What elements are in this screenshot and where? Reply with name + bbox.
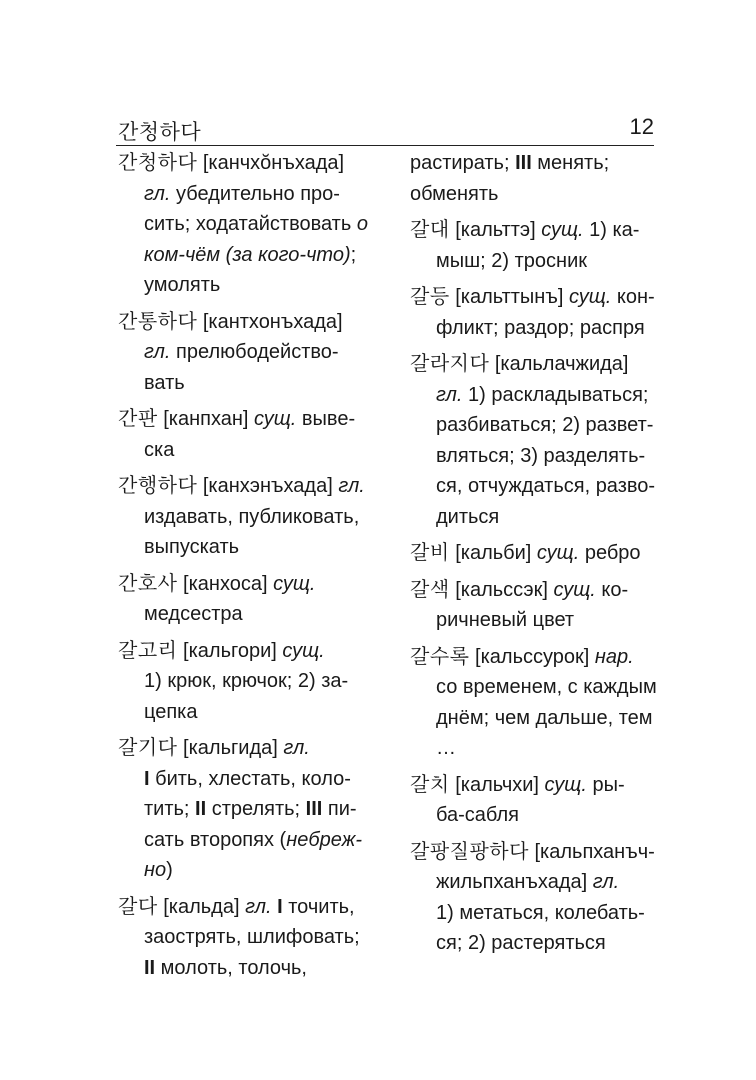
definition-text: убедительно про- xyxy=(170,182,340,205)
definition-text: [кальби] xyxy=(449,542,537,564)
definition-text: ребро xyxy=(579,542,641,564)
definition-text: бить, хлестать, коло- xyxy=(149,767,351,790)
definition-text: стрелять; xyxy=(206,798,306,820)
definition-text: 1) раскладываться; xyxy=(462,383,649,406)
headword: 갈치 xyxy=(410,773,450,796)
sense-numeral: III xyxy=(305,798,323,820)
definition-line xyxy=(410,703,672,734)
definition-line xyxy=(410,246,672,277)
definition-line xyxy=(118,209,380,240)
italic-label: небреж- xyxy=(286,828,363,851)
italic-label: ком-чём (за кого-что) xyxy=(144,243,351,266)
dictionary-entry-line xyxy=(410,282,672,313)
italic-label: сущ. xyxy=(544,773,587,796)
italic-label: гл. xyxy=(283,737,310,759)
definition-line xyxy=(410,800,672,831)
definition-line xyxy=(118,532,380,563)
dictionary-entry-line xyxy=(410,215,672,246)
headword: 갈고리 xyxy=(118,639,178,662)
definition-line xyxy=(410,380,672,411)
definition-text: менять; xyxy=(531,152,610,174)
definition-text: [канчхŏнъхада] xyxy=(197,152,345,174)
italic-label: сущ. xyxy=(541,219,584,241)
italic-label: сущ. xyxy=(254,408,297,430)
definition-text: ко- xyxy=(595,578,629,601)
italic-label: гл. xyxy=(144,341,171,363)
definition-text: выпускать xyxy=(144,536,240,558)
definition-text: ся, отчуждаться, разво- xyxy=(436,475,656,497)
definition-line xyxy=(118,337,380,368)
definition-text: [кальгида] xyxy=(177,737,284,759)
sense-numeral: I xyxy=(277,895,283,918)
definition-line xyxy=(410,502,672,533)
definition-text: [кантхонъхада] xyxy=(197,310,343,333)
definition-line xyxy=(118,502,380,533)
dictionary-entry-line xyxy=(118,569,380,600)
definition-text: ся; 2) растеряться xyxy=(436,932,606,954)
italic-label: гл. xyxy=(245,895,272,918)
definition-line xyxy=(118,825,380,856)
definition-text: [кальгори] xyxy=(177,639,283,662)
definition-text: пи- xyxy=(322,798,357,820)
dictionary-entry-line xyxy=(118,404,380,435)
italic-label: гл. xyxy=(338,475,365,497)
definition-line xyxy=(118,855,380,886)
italic-label: о xyxy=(356,213,368,235)
dictionary-entry-line xyxy=(118,471,380,502)
italic-label: но xyxy=(144,859,167,881)
header-rule xyxy=(116,145,654,146)
definition-text: издавать, публиковать, xyxy=(144,505,360,528)
definition-text: [кальда] xyxy=(157,895,246,918)
sense-numeral: I xyxy=(144,767,150,790)
definition-text: ; xyxy=(350,243,357,266)
dictionary-entry-line xyxy=(410,575,672,606)
definition-text: прелюбодейство- xyxy=(170,341,339,363)
italic-label: сущ. xyxy=(273,572,316,595)
sense-numeral: III xyxy=(515,152,532,174)
definition-text: ры- xyxy=(586,773,625,796)
definition-text: 1) метаться, колебать- xyxy=(436,901,645,924)
italic-label: гл. xyxy=(592,871,620,893)
definition-line xyxy=(118,179,380,210)
definition-text: [кальттынъ] xyxy=(449,286,569,308)
headword: 갈팡질팡하다 xyxy=(410,840,529,863)
definition-text: кон- xyxy=(611,286,655,308)
definition-text: ска xyxy=(144,438,175,461)
definition-line xyxy=(410,898,672,929)
headword: 갈등 xyxy=(410,286,450,308)
definition-text: вляться; 3) разделять- xyxy=(436,444,646,467)
definition-line xyxy=(410,179,672,210)
definition-line xyxy=(118,697,380,728)
italic-label: гл. xyxy=(144,182,171,205)
definition-text: [канхоса] xyxy=(177,572,274,595)
italic-label: гл. xyxy=(436,383,463,406)
dictionary-entry-line xyxy=(410,349,672,380)
definition-text: 1) ка- xyxy=(583,219,640,241)
definition-text: ба-сабля xyxy=(436,804,519,826)
dictionary-entry-line xyxy=(118,892,380,923)
definition-text: сить; ходатайствовать xyxy=(144,213,357,235)
definition-line xyxy=(410,867,672,898)
dictionary-entry-line xyxy=(410,837,672,868)
sense-numeral: II xyxy=(144,956,156,979)
definition-line xyxy=(410,410,672,441)
definition-text: [кальссэк] xyxy=(449,578,554,601)
headword: 간판 xyxy=(118,408,158,430)
italic-label: сущ. xyxy=(282,639,325,662)
sense-numeral: II xyxy=(195,798,207,820)
dictionary-entry-line xyxy=(410,538,672,569)
definition-line xyxy=(118,953,380,984)
definition-text: тить; xyxy=(144,798,196,820)
definition-line xyxy=(118,270,380,301)
definition-text: вать xyxy=(144,371,185,394)
definition-text: обменять xyxy=(410,182,499,205)
definition-text: ) xyxy=(166,859,173,881)
definition-text: [канхэнъхада] xyxy=(197,475,339,497)
italic-label: сущ. xyxy=(568,286,612,308)
headword: 갈대 xyxy=(410,219,450,241)
definition-line xyxy=(410,441,672,472)
dictionary-entry-line xyxy=(118,148,380,179)
definition-text: умолять xyxy=(144,274,221,296)
definition-text: молоть, толочь, xyxy=(155,956,307,979)
headword: 간청하다 xyxy=(118,152,198,174)
definition-text: медсестра xyxy=(144,603,243,625)
definition-text: [кальттэ] xyxy=(449,219,542,241)
definition-line xyxy=(118,666,380,697)
definition-line xyxy=(118,435,380,466)
definition-text: заострять, шлифовать; xyxy=(144,926,360,948)
definition-text: растирать; xyxy=(410,152,516,174)
definition-text: [кальссурок] xyxy=(469,645,595,668)
dictionary-entry-line xyxy=(118,307,380,338)
definition-text: [канпхан] xyxy=(157,408,254,430)
definition-text: диться xyxy=(436,505,500,528)
definition-text: 1) крюк, крючок; 2) за- xyxy=(144,670,349,692)
definition-line xyxy=(118,922,380,953)
italic-label: нар. xyxy=(594,645,634,668)
headword: 간호사 xyxy=(118,572,178,595)
definition-line xyxy=(410,672,672,703)
definition-line xyxy=(410,313,672,344)
definition-text: выве- xyxy=(296,408,356,430)
headword: 갈라지다 xyxy=(410,353,490,375)
headword: 갈기다 xyxy=(118,737,178,759)
headword: 갈수록 xyxy=(410,645,470,668)
definition-text: сать второпях ( xyxy=(144,828,287,851)
definition-text: разбиваться; 2) развет- xyxy=(436,414,654,436)
headword: 간행하다 xyxy=(118,475,198,497)
definition-text: со временем, с каждым xyxy=(436,676,657,698)
definition-text: … xyxy=(436,737,456,759)
definition-line xyxy=(410,928,672,959)
dictionary-entry-line xyxy=(410,642,672,673)
definition-text: точить, xyxy=(282,895,355,918)
definition-text: фликт; раздор; распря xyxy=(436,316,645,339)
definition-text: ричневый цвет xyxy=(436,609,575,631)
definition-line xyxy=(410,605,672,636)
headword: 간통하다 xyxy=(118,310,198,333)
definition-line xyxy=(118,764,380,795)
definition-text: цепка xyxy=(144,700,198,723)
definition-line xyxy=(410,733,672,764)
headword: 갈색 xyxy=(410,578,450,601)
italic-label: сущ. xyxy=(553,578,596,601)
dictionary-entry-line xyxy=(410,770,672,801)
definition-line xyxy=(118,240,380,271)
headword: 갈비 xyxy=(410,542,450,564)
right-column xyxy=(410,148,672,959)
page-number: 12 xyxy=(629,114,654,139)
definition-line xyxy=(410,471,672,502)
dictionary-entry-line xyxy=(118,636,380,667)
definition-text: жильпханъхада] xyxy=(436,871,593,893)
definition-line xyxy=(118,794,380,825)
left-column xyxy=(118,148,380,983)
headword: 갈다 xyxy=(118,895,158,918)
definition-text: [кальчхи] xyxy=(449,773,545,796)
italic-label: сущ. xyxy=(536,542,580,564)
definition-line xyxy=(118,599,380,630)
definition-line xyxy=(118,368,380,399)
definition-text: [кальлачжида] xyxy=(489,353,629,375)
definition-text: мыш; 2) тросник xyxy=(436,249,587,272)
running-head: 간청하다 xyxy=(118,121,202,144)
dictionary-entry-line xyxy=(118,733,380,764)
definition-line xyxy=(410,148,672,179)
definition-text: [кальпханъч- xyxy=(528,840,655,863)
definition-text: днём; чем дальше, тем xyxy=(436,706,653,729)
